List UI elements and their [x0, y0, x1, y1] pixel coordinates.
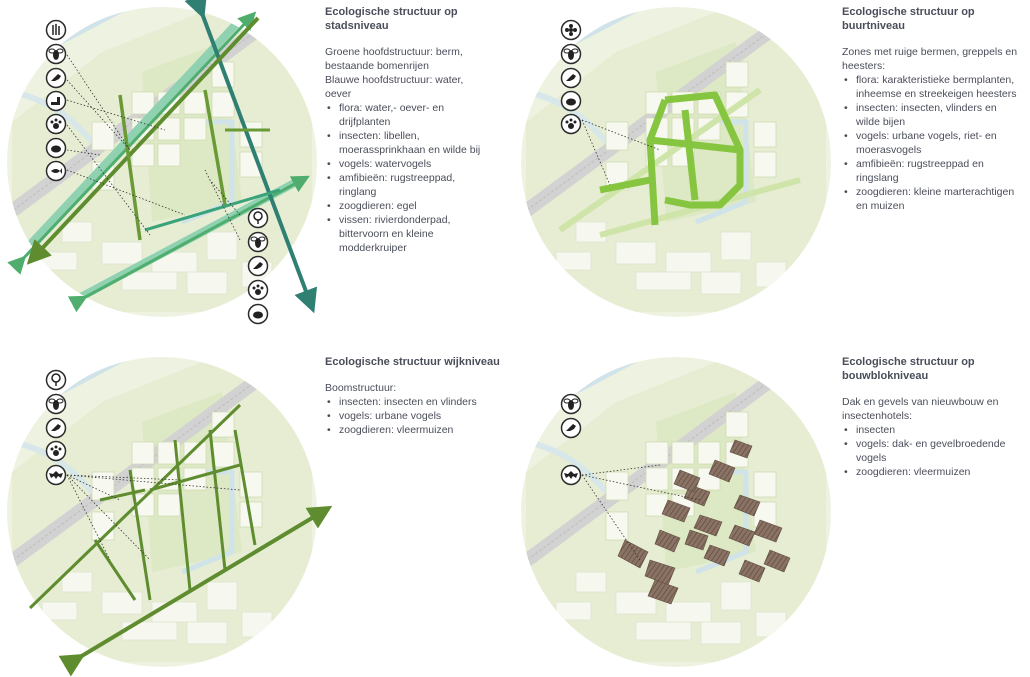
panel-title: Ecologische structuur op buurtniveau — [842, 6, 975, 32]
map-buurtniveau — [511, 2, 831, 317]
bird-icon — [47, 419, 66, 438]
species-list — [842, 73, 1022, 213]
list-item: • vogels: watervogels — [325, 157, 485, 171]
panel-title: Ecologische structuur op bouwblokniveau — [842, 356, 975, 382]
icons-wijk-left — [47, 371, 66, 485]
list-item: • zoogdieren: vleermuizen — [325, 423, 525, 437]
intro-line: Boomstructuur: — [325, 382, 397, 394]
intro-line: Groene hoofdstructuur: berm, bestaande bomenrijen — [325, 46, 463, 72]
list-item: • zoogdieren: kleine marterachtigen en muizen — [842, 185, 1022, 213]
list-item: • insecten: insecten en vlinders — [325, 395, 525, 409]
bee-icon — [562, 395, 581, 414]
paw-icon — [562, 115, 581, 134]
text-wijkniveau — [325, 355, 525, 437]
tree-icon — [47, 371, 66, 390]
fish-icon — [47, 162, 66, 181]
list-item: • vissen: rivierdonderpad, bittervoorn en kleine modderkruiper — [325, 213, 485, 255]
text-buurtniveau — [842, 5, 1022, 213]
list-item: • vogels: urbane vogels, riet- en moerasvogels — [842, 129, 1022, 157]
paw-icon — [47, 115, 66, 134]
map-bouwblokniveau — [511, 352, 831, 667]
bee-icon — [47, 45, 66, 64]
bat-icon — [47, 466, 66, 485]
icons-buurt-left — [562, 21, 581, 134]
paw-icon — [249, 281, 268, 300]
list-item: • zoogdieren: vleermuizen — [842, 465, 1012, 479]
list-item: • amfibieën: rugstreeppad, ringlang — [325, 171, 485, 199]
list-item: • zoogdieren: egel — [325, 199, 485, 213]
bee-icon — [249, 233, 268, 252]
intro-line: Dak en gevels van nieuwbouw en insectenhotels: — [842, 396, 999, 422]
list-item: • insecten: libellen, moerassprinkhaan en wilde bij — [325, 129, 485, 157]
species-list — [325, 101, 485, 255]
intro-line: Zones met ruige bermen, greppels en heesters: — [842, 46, 1018, 72]
frog-icon — [562, 92, 581, 111]
bee-icon — [562, 45, 581, 64]
reed-icon — [47, 21, 66, 40]
panel-title: Ecologische structuur op stadsniveau — [325, 6, 458, 32]
bird-icon — [249, 257, 268, 276]
list-item: • flora: karakteristieke bermplanten, inheemse en streekeigen heesters — [842, 73, 1022, 101]
list-item: • insecten: insecten, vlinders en wilde bijen — [842, 101, 1022, 129]
bird-icon — [47, 69, 66, 88]
list-item: • vogels: dak- en gevelbroedende vogels — [842, 437, 1012, 465]
bird-icon — [562, 419, 581, 438]
frog-icon — [249, 305, 268, 324]
bee-icon — [47, 395, 66, 414]
species-list — [325, 395, 525, 437]
paw-icon — [47, 442, 66, 461]
flower-icon — [562, 21, 581, 40]
icons-stad-right — [249, 209, 268, 324]
tree-icon — [249, 209, 268, 228]
text-bouwblokniveau — [842, 355, 1012, 479]
bat-icon — [562, 466, 581, 485]
text-stadsniveau — [325, 5, 485, 255]
intro-line: Blauwe hoofdstructuur: water, oever — [325, 74, 464, 100]
list-item: • flora: water,- oever- en drijfplanten — [325, 101, 485, 129]
list-item: • amfibieën: rugstreeppad en ringslang — [842, 157, 1022, 185]
species-list — [842, 423, 1012, 479]
list-item: • insecten — [842, 423, 1012, 437]
bird-icon — [562, 69, 581, 88]
panel-title: Ecologische structuur wijkniveau — [325, 356, 500, 368]
duck-icon — [47, 92, 66, 111]
frog-icon — [47, 139, 66, 158]
list-item: • vogels: urbane vogels — [325, 409, 525, 423]
